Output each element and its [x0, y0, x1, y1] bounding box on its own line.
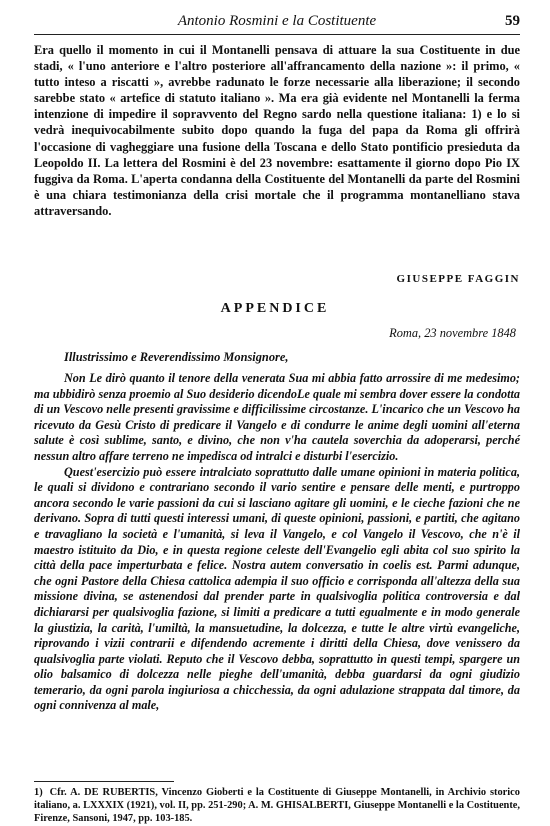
- footnote-mark: 1): [34, 787, 43, 798]
- body-paragraph: Era quello il momento in cui il Montanelli pensava di attuare la sua Costituente in due stadi, « l'uno anteriore e l'altro posteriore all'affrancamento della nazione »: il primo, « tutto inteso a riscatti », avrebbe radunato le forze necessarie alla liberazione; il secondo sarebbe stato « artefice di statuto italiano ». Ma era già evidente nel Montanelli la ferma intenzione di impedire il sopravvento del Regno sardo nella questione italiana: 1) e lo si vedrà inequivocabilmente subito dopo quando la fuga del papa da Roma gli offrirà l'occasione di vagheggiare una fusione della Toscana e dello Stato pontificio presieduta da Leopoldo II. La lettera del Rosmini è del 23 novembre: esattamente il giorno dopo Pio IX fuggiva da Roma. L'aperta condanna della Costituente del Montanelli da parte del Rosmini è una chiara testimonianza della crisi mortale che il programma montanelliano stava attraversando.: [34, 43, 520, 218]
- appendix-title: APPENDICE: [220, 301, 330, 316]
- page-number: 59: [505, 13, 520, 29]
- running-header: [34, 12, 520, 35]
- running-title: Antonio Rosmini e la Costituente: [177, 13, 377, 29]
- letter-place-date: Roma, 23 novembre 1848: [389, 326, 516, 340]
- author-signature: GIUSEPPE FAGGIN: [396, 273, 520, 285]
- footnote-text: Cfr. A. DE RUBERTIS, Vincenzo Gioberti e la Costituente di Giuseppe Montanelli, in Archivio storico italiano, a. LXXXIX (1921), vol. II, pp. 251-290; A. M. GHISALBERTI, Giuseppe Montanelli e la Costituente, Firenze, Sansoni, 1947, pp. 103-185.: [34, 787, 521, 824]
- letter-body: [34, 371, 520, 714]
- letter-paragraph: Non Le dirò quanto il tenore della venerata Sua mi abbia fatto arrossire di me medesimo; ma ubbidirò senza proemio al Suo desiderio dicendoLe quale mi sembra dover essere la condotta di un Vescovo nelle presenti gravissime e difficilissime circostanze. L'incarico che un Vescovo ha ricevuto da Gesù Cristo di predicare il Vangelo e di condurre le anime degli uomini all'eterna salute è così sublime, santo, e divino, che non v'ha cautela soverchia da adoperarsi, perché nessun altro affare terreno ne impedisca od intralci e disturbi l'esercizio.: [34, 371, 520, 463]
- footnote: [34, 786, 520, 825]
- footnote-divider: [34, 781, 174, 782]
- letter-paragraph: Quest'esercizio può essere intralciato soprattutto dalle umane opinioni in materia politica, le quali si dividono e contrariano secondo il vario sentire e pensare delle menti, e purtroppo ancora secondo le varie passioni da cui si lasciano agitare gli uomini, e le cieche fazioni che ne derivano. Sopra di tutti questi interessi umani, di queste opinioni, passioni, e partiti, che agitano e travagliano la società e l'umanità, si leva il Vangelo, e col Vangelo il Vescovo, che n'è il maestro istituito da Dio, e in questa regione celeste dell'Evangelio egli abita col suo spirito la città della pace imperturbata e felice. Nostra autem conversatio in coelis est. Parmi adunque, che ogni Pastore della Chiesa cattolica adempia il suo officio e corrisponda all'altezza della sua missione divina, se astenendosi dal prender parte in qualsivoglia politica controversia e dal dichiararsi per qualsivoglia fazione, si limiti a predicare a tutti egualmente e in modo generale la giustizia, la carità, l'umiltà, la mansuetudine, la dolcezza, e tutte le altre virtù evangeliche, riprovando i vizii contrarii e difendendo acremente i diritti della Chiesa, dove venissero da qualsivoglia parte violati. Reputo che il Vescovo debba, soprattutto in questi tempi, spargere un olio balsamico di dolcezza nelle pieghe dell'umanità, debba guardarsi da ogni giudizio temerario, da ogni parola ingiuriosa a chicchessia, da ogni adulazione strappata dal timore, da ogni connivenza al male,: [34, 464, 520, 713]
- letter-salutation: Illustrissimo e Reverendissimo Monsignore,: [64, 350, 289, 364]
